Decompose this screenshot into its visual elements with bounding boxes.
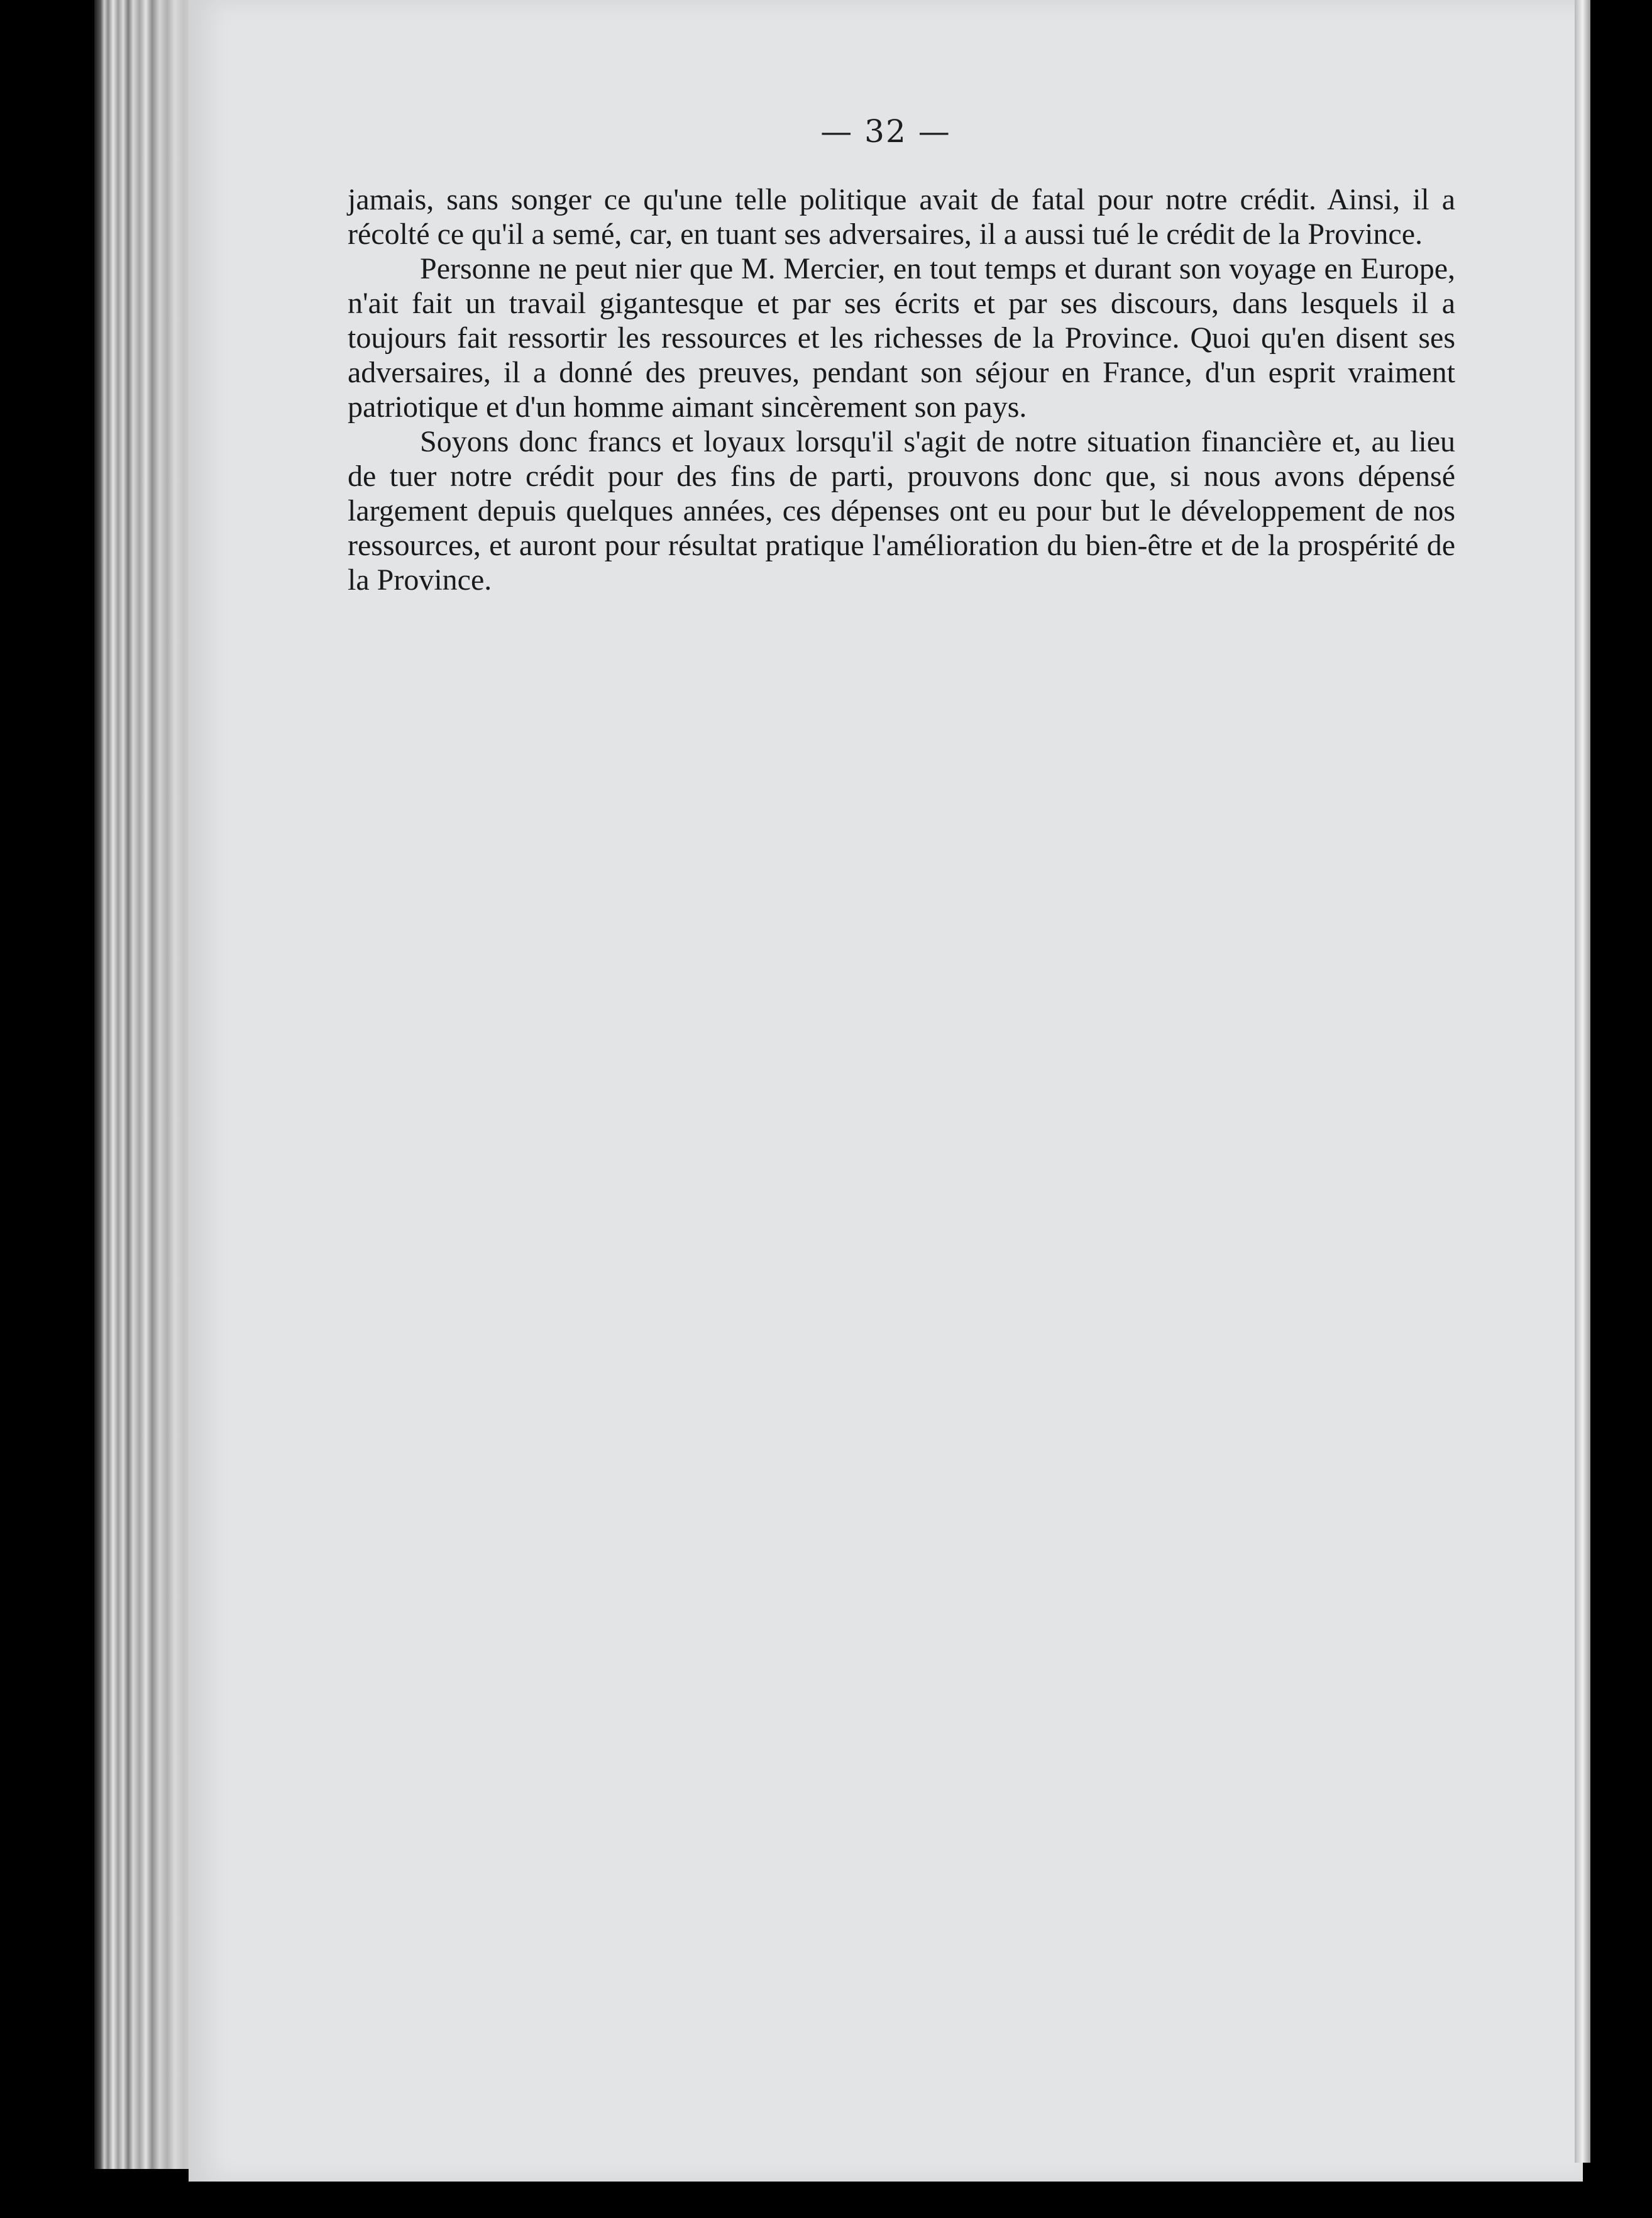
paragraph-1: jamais, sans songer ce qu'une telle politique avait de fatal pour notre crédit. Ainsi, il a récolté ce qu'il a semé, car, en tuant ses adversaires, il a aussi tué le crédit de la Province.	[348, 183, 1455, 251]
page-text	[348, 182, 1455, 597]
paragraph-3: Soyons donc francs et loyaux lorsqu'il s'agit de notre situation financière et, au lieu de tuer notre crédit pour des fins de parti, prouvons donc que, si nous avons dépensé largement depuis quelques années, ces dépenses ont eu pour but le développement de nos ressources, et auront pour résultat pratique l'amélioration du bien-être et de la prospérité de la Province.	[348, 425, 1455, 597]
book-binding-edges	[94, 0, 195, 2169]
paragraph-2: Personne ne peut nier que M. Mercier, en tout temps et durant son voyage en Europe, n'ait fait un travail gigantesque et par ses écrits et par ses discours, dans lesquels il a toujours fait ressortir les ressources et les richesses de la Province. Quoi qu'en disent ses adversaires, il a donné des preuves, pendant son séjour en France, d'un esprit vraiment patriotique et d'un homme aimant sincèrement son pays.	[348, 252, 1455, 424]
page-number: — 32 —	[820, 113, 951, 150]
page-right-edge	[1575, 0, 1590, 2163]
